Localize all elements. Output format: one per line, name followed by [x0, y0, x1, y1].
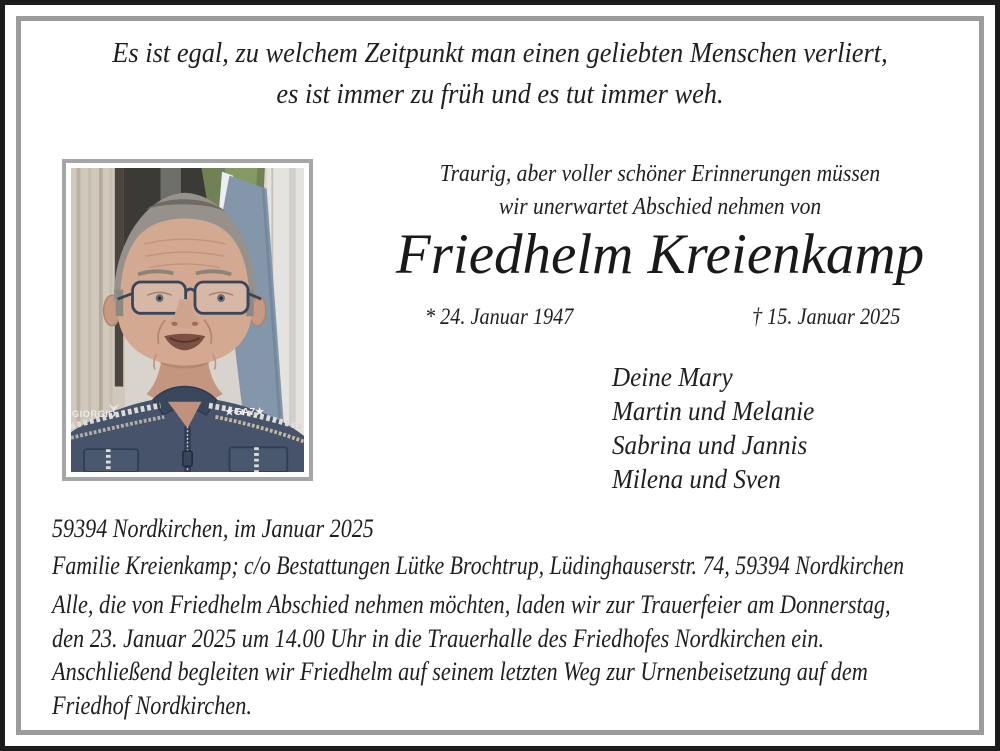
mourner-line: Deine Mary — [612, 362, 733, 392]
mourner-line: Martin und Melanie — [612, 396, 815, 426]
zipper-pull — [183, 451, 192, 466]
quote-line-1: Es ist egal, zu welchem Zeitpunkt man einen geliebten Menschen verliert, — [112, 37, 888, 69]
funeral-line: Anschließend begleiten wir Friedhelm auf seinem letzten Weg zur Urnenbeisetzung auf dem — [52, 656, 868, 686]
mourner-line: Milena und Sven — [612, 464, 781, 494]
jacket-text-giorgio: GIORGIO — [71, 407, 117, 419]
mourner-line: Sabrina und Jannis — [612, 430, 808, 460]
intro-text — [350, 158, 970, 224]
deceased-name: Friedhelm Kreienkamp — [395, 223, 925, 286]
chest-pocket-left — [84, 449, 138, 472]
opening-quote — [0, 33, 1000, 115]
portrait-photo-frame — [62, 159, 313, 481]
place-and-date: 59394 Nordkirchen, im Januar 2025 — [52, 514, 374, 543]
quote-line-2: es ist immer zu früh und es tut immer weh. — [276, 78, 724, 110]
intro-line-2: wir unerwartet Abschied nehmen von — [498, 194, 822, 220]
family-contact: Familie Kreienkamp; c/o Bestattungen Lütke Brochtrup, Lüdinghauserstr. 74, 59394 Nordkirchen — [52, 551, 905, 580]
funeral-line: Alle, die von Friedhelm Abschied nehmen möchten, laden wir zur Trauerfeier am Donnerstag, — [52, 589, 891, 619]
birth-date: * 24. Januar 1947 — [425, 304, 574, 329]
jacket-text-ga7: ★GA7★ — [224, 406, 265, 419]
funeral-line: den 23. Januar 2025 um 14.00 Uhr in die Trauerhalle des Friedhofes Nordkirchen ein. — [52, 622, 825, 653]
intro-line-1: Traurig, aber voller schöner Erinnerungen müssen — [439, 161, 881, 187]
mourners-list — [612, 360, 814, 496]
death-date: † 15. Januar 2025 — [752, 304, 901, 329]
funeral-line: Friedhof Nordkirchen. — [52, 689, 252, 720]
portrait-photo — [71, 168, 304, 472]
funeral-announcement — [52, 588, 891, 722]
